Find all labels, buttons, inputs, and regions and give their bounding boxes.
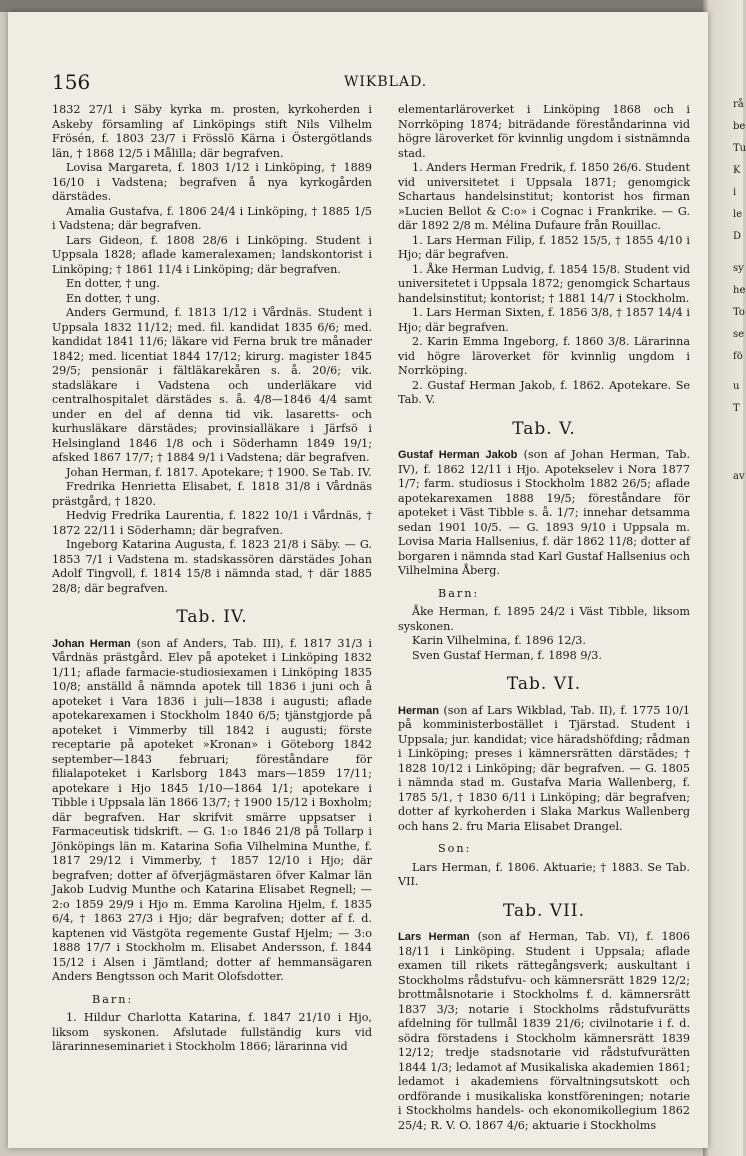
paragraph: 1832 27/1 i Säby kyrka m. prosten, kyrkoherden i Askeby församling af Linköpings stift Nils Vilhelm Frösén, f. 1803 23/7 i Frösslö Kärna i Östergötlands län, † 1868 12/5 i Målilla; där begrafven. <box>52 103 372 160</box>
tab-vi-heading: Tab. VI. <box>506 674 582 694</box>
margin-fragment: To <box>733 307 745 318</box>
entry-name: Lars Herman <box>398 931 470 943</box>
margin-fragment: i <box>733 187 737 198</box>
entry-name: Herman <box>398 704 439 717</box>
paragraph: 2. Gustaf Herman Jakob, f. 1862. Apotekare. Se Tab. V. <box>398 378 690 406</box>
paragraph: 1. Lars Herman Filip, f. 1852 15/5, † 1855 4/10 i Hjo; där begrafven. <box>398 233 690 261</box>
son-label: Son: <box>438 842 472 855</box>
child-entry: Sven Gustaf Herman, f. 1898 9/3. <box>412 648 602 662</box>
page-header <box>52 70 692 94</box>
entry-text: (son af Herman, Tab. VI), f. 1806 18/11 i Linköping. Student i Uppsala; aflade examen till rikets rättegångsverk; auskultant i Stockholms rådstufvu- och kämnersrätt 1829 12/2; brottmålsnotarie i Stockholms f. d. kämnersrätt 1837 3/3; notarie i Stockholms rådstufvurätts afdelning för tullmål 1839 21/6; civilnotarie i f. d. södra förstadens i Stockholm kämnersrätt 1839 12/12; tredje stadsnotarie vid rådstufvurätten 1844 1/3; ledamot af Musikaliska akademien 1861; ledamot i akademiens förvaltningsutskott och ordförande i musikaliska konstföreningen; notarie i Stockholms handels- och ekonomikollegium 1862 25/4; R. V. O. 1867 4/6; aktuarie i Stockholms <box>398 930 690 1132</box>
left-column <box>52 103 372 1055</box>
paragraph: En dotter, † ung. <box>66 277 160 290</box>
children-label: Barn: <box>438 586 480 600</box>
running-title: WIKBLAD. <box>344 74 428 90</box>
entry-text: (son af Lars Wikblad, Tab. II), f. 1775 10/1 på komministerbostället i Tjärstad. Student i Uppsala; jur. kandidat; vice häradshöfding; rådman i Linköping; preses i kämnersrätten därstädes; † 1828 10/12 i Linköping; där begrafven. — G. 1805 i nämnda stad m. Gustafva Maria Wallenberg, f. 1785 5/1, † 1830 6/11 i Linköping; där begrafven; dotter af kyrkoherden i Slaka Markus Wallenberg och hans 2. fru Maria Elisabet Drangel. <box>398 703 690 833</box>
margin-fragment: se <box>733 329 745 340</box>
paragraph: Ingeborg Katarina Augusta, f. 1823 21/8 i Säby. — G. 1853 7/1 i Vadstena m. stadskassören därstädes Johan Adolf Tingvoll, f. 1814 15/8 i nämnda stad, † där 1885 28/8; där begrafven. <box>52 538 372 595</box>
paragraph: Hedvig Fredrika Laurentia, f. 1822 10/1 i Vårdnäs, † 1872 22/11 i Söderhamn; där begrafven. <box>52 509 372 537</box>
tab-v-heading: Tab. V. <box>512 418 576 439</box>
margin-fragment: fö <box>733 351 743 362</box>
margin-fragment: le <box>733 209 743 220</box>
tab-vi-entry <box>398 704 690 835</box>
paragraph: En dotter, † ung. <box>66 291 160 305</box>
paragraph: Johan Herman, f. 1817. Apotekare; † 1900. Se Tab. IV. <box>66 465 372 479</box>
margin-fragment: T <box>733 403 740 414</box>
paragraph: Lovisa Margareta, f. 1803 1/12 i Linköping, † 1889 16/10 i Vadstena; begrafven å nya kyrkogården därstädes. <box>52 161 372 203</box>
paragraph: 1. Åke Herman Ludvig, f. 1854 15/8. Student vid universitetet i Uppsala 1872; genomgick Schartaus handelsinstitut; kontorist; † 1881 14/7 i Stockholm. <box>398 262 690 305</box>
tab-v-entry <box>398 448 690 579</box>
margin-fragment: be <box>733 121 746 132</box>
paragraph: 2. Karin Emma Ingeborg, f. 1860 3/8. Lärarinna vid högre läroverket för kvinnlig ungdom i Norrköping. <box>398 335 690 377</box>
entry-text: (son af Anders, Tab. III), f. 1817 31/3 i Vårdnäs prästgård. Elev på apoteket i Linköping 1832 1/11; aflade farmacie-studiosiexamen i Linköping 1835 10/8; anställd å nämnda apotek till 1836 i juni och å apoteket i Vara 1836 i juli—1838 i augusti; aflade apotekarexamen i Stockholm 1840 6/5; tjänstgjorde på apoteket i Vimmerby till 1842 i augusti; förste receptarie på apoteket »Kronan» i Göteborg 1842 september—1843 februari; föreståndare för filialapoteket i Karlsborg 1843 mars—1859 17/11; apotekare i Hjo 1845 1/10—1864 1/1; apotekare i Tibble i Uppsala län 1866 13/7; † 1900 15/12 i Boxholm; där begrafven. Har skrifvit smärre uppsatser i Farmaceutisk tidskrift. — G. 1:o 1846 21/8 på Tollarp i Jönköpings län m. Katarina Sofia Vilhelmina Munthe, f. 1817 29/12 i Vimmerby, † 1857 12/10 i Hjo; där begrafven; dotter af öfverjägmästaren öfver Kalmar län Jakob Ludvig Munthe och Katarina Elisabet Regnell; — 2:o 1859 29/9 i Hjo m. Emma Karolina Hjelm, f. 1835 6/4, † 1863 27/3 i Hjo; där begrafven; dotter af f. d. kaptenen vid Västgöta regemente Gustaf Hjelm; — 3:o 1888 17/7 i Stockholm m. Elisabet Andersson, f. 1844 15/12 i Alsen i Jämtland; dotter af hemmansägaren Anders Bengtsson och Marit Olofsdotter. <box>52 636 372 983</box>
entry-name: Johan Herman <box>52 637 131 650</box>
margin-fragment: Tu <box>733 143 746 154</box>
paragraph: Lars Gideon, f. 1808 28/6 i Linköping. Student i Uppsala 1828; aflade kameralexamen; landskontorist i Linköping; † 1861 11/4 i Linköping; där begrafven. <box>52 233 372 276</box>
margin-fragment: sy <box>733 263 744 274</box>
tab-iv-heading: Tab. IV. <box>176 607 248 627</box>
margin-fragment: he <box>733 285 746 296</box>
margin-fragment: D <box>733 231 742 242</box>
paragraph: 1. Lars Herman Sixten, f. 1856 3/8, † 1857 14/4 i Hjo; där begrafven. <box>398 306 690 334</box>
child-entry: 1. Hildur Charlotta Katarina, f. 1847 21/10 i Hjo, liksom syskonen. Afslutade fullständig kurs vid lärarinneseminariet i Stockholm 1866; lärarinna vid <box>52 1011 372 1053</box>
child-entry: Åke Herman, f. 1895 24/2 i Väst Tibble, liksom syskonen. <box>398 605 690 633</box>
tab-vii-heading: Tab. VII. <box>503 900 585 921</box>
tab-iv-entry <box>52 637 372 985</box>
paragraph: Amalia Gustafva, f. 1806 24/4 i Linköping, † 1885 1/5 i Vadstena; där begrafven. <box>52 204 372 232</box>
scan-top-edge <box>0 0 743 12</box>
tab-vii-entry <box>398 930 690 1133</box>
margin-fragment: av <box>733 471 745 482</box>
paragraph: 1. Anders Herman Fredrik, f. 1850 26/6. Student vid universitetet i Uppsala 1871; genomgick Schartaus handelsinstitut; kontorist hos firman »Lucien Bellot & C:o» i Cognac i Frankrike. — G. där 1892 2/8 m. Mélina Dufaure från Rouillac. <box>398 161 690 232</box>
children-label: Barn: <box>92 992 134 1006</box>
margin-fragment: K <box>733 165 741 176</box>
margin-fragment: u <box>733 381 740 392</box>
entry-name: Gustaf Herman Jakob <box>398 449 518 461</box>
paragraph: Fredrika Henrietta Elisabet, f. 1818 31/8 i Vårdnäs prästgård, † 1820. <box>52 480 372 508</box>
page-number: 156 <box>52 70 91 94</box>
right-column <box>398 103 690 1133</box>
child-entry: Karin Vilhelmina, f. 1896 12/3. <box>412 634 586 647</box>
entry-text: (son af Johan Herman, Tab. IV), f. 1862 12/11 i Hjo. Apotekselev i Nora 1877 1/7; farm. studiosus i Stockholm 1882 26/5; aflade apotekarexamen 1888 19/5; föreståndare för apoteket i Väst Tibble s. å. 1/7; innehar detsamma sedan 1901 10/5. — G. 1893 9/10 i Uppsala m. Lovisa Maria Hallsenius, f. där 1862 11/8; dotter af borgaren i nämnda stad Karl Gustaf Hallsenius och Vilhelmina Åberg. <box>398 448 691 577</box>
paragraph: Anders Germund, f. 1813 1/12 i Vårdnäs. Student i Uppsala 1832 11/12; med. fil. kandidat 1835 6/6; med. kandidat 1841 11/6; läkare vid Ferna bruk tre månader 1842; med. licentiat 1844 17/12; kirurg. magister 1845 29/5; pensionär i fältläkarekåren s. å. 20/6; vik. stadsläkare i Vadstena och underläkare vid centralhospitalet därstädes s. å. 4/8—1846 4/4 samt under en del af denna tid vik. lasaretts- och kurhusläkare därstädes; provinsialläkare i Järfsö i Helsingland 1846 1/8 och i Söderhamn 1849 19/1; afsked 1867 17/7; † 1884 9/1 i Vadstena; där begrafven. <box>52 306 372 464</box>
child-entry: Lars Herman, f. 1806. Aktuarie; † 1883. Se Tab. VII. <box>398 860 690 888</box>
paragraph: elementarläroverket i Linköping 1868 och i Norrköping 1874; biträdande föreståndarinna vid högre läroverket för kvinnlig ungdom i sistnämnda stad. <box>398 103 690 160</box>
margin-fragment: rå <box>733 99 744 110</box>
